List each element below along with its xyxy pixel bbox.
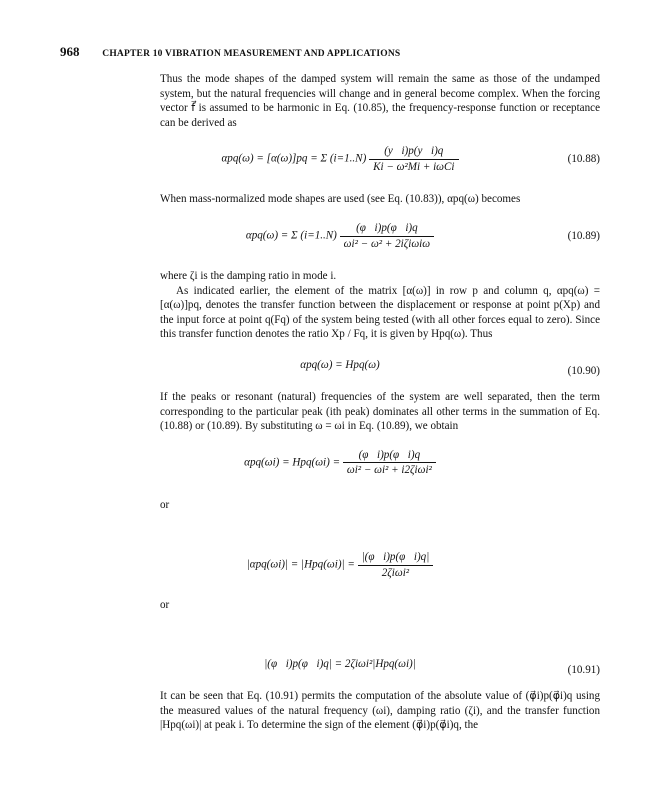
- equation-denominator: ωi² − ω² + 2iζiωiω: [343, 237, 431, 250]
- equation-numerator: (φ⃗i)p(φ⃗i)q: [343, 448, 436, 464]
- equation-numerator: (y⃗i)p(y⃗i)q: [369, 144, 458, 160]
- equation-fraction: [343, 448, 436, 478]
- equation-fraction: [369, 144, 458, 174]
- equation-number: (10.90): [567, 364, 600, 377]
- equation-text: |(φ⃗i)p(φ⃗i)q| = 2ζiωi²|Hpq(ωi)|: [264, 657, 416, 670]
- equation-10-90: [160, 348, 600, 384]
- page-header: [60, 44, 620, 60]
- equation-10-89: [160, 213, 600, 263]
- equation-denominator: Ki − ω²Mi + iωCi: [373, 160, 455, 173]
- equation-lhs: αpq(ω) = Σ (i=1..N): [245, 229, 337, 242]
- equation-10-88: [160, 136, 600, 186]
- equation-denominator: ωi² − ωi² + i2ζiωi²: [346, 464, 432, 477]
- paragraph-1: Thus the mode shapes of the damped system will remain the same as those of the undamped system, but the natural frequencies will change and in general become complex. When the forcing vector f⃗ is assumed to be harmonic in Eq. (10.85), the frequency-response function or receptance can be derived as: [160, 73, 600, 129]
- equation-lhs: αpq(ωi) = Hpq(ωi) =: [244, 456, 341, 469]
- equation-text: αpq(ω) = Hpq(ω): [300, 358, 380, 371]
- paragraph-3: where ζi is the damping ratio in mode i.: [160, 269, 337, 282]
- equation-lhs: αpq(ω) = [α(ω)]pq = Σ (i=1..N): [221, 153, 367, 166]
- page-number: 968: [60, 44, 80, 59]
- equation-fraction: [358, 550, 434, 580]
- paragraph-2: When mass-normalized mode shapes are used (see Eq. (10.83)), αpq(ω) becomes: [160, 193, 521, 206]
- equation-peak-magnitude: [160, 542, 600, 592]
- equation-numerator: (φ⃗i)p(φ⃗i)q: [340, 221, 434, 237]
- paragraph-4: As indicated earlier, the element of the matrix [α(ω)] in row p and column q, αpq(ω) = [α(ω)]pq, denotes the transfer function between the displacement or response at point p(Xp) and the input force at point q(Fq) of the system being tested (with all other forces equal to zero). Since this transfer function denotes the ratio Xp / Fq, it is given by Hpq(ω). Thus: [160, 284, 600, 341]
- equation-lhs: |αpq(ωi)| = |Hpq(ωi)| =: [246, 558, 355, 571]
- equation-number: (10.89): [567, 229, 600, 242]
- equation-fraction: [340, 221, 434, 251]
- equation-10-91: [160, 647, 600, 683]
- or-connector-1: or: [160, 498, 170, 511]
- paragraph-5: If the peaks or resonant (natural) frequencies of the system are well separated, then the term corresponding to the particular peak (ith peak) dominates all other terms in the summation of Eq. (10.88) or (10.89). By substituting ω = ωi in Eq. (10.89), we obtain: [160, 390, 600, 433]
- or-connector-2: or: [160, 599, 170, 612]
- equation-number: (10.88): [567, 153, 600, 166]
- equation-number: (10.91): [567, 663, 600, 676]
- equation-numerator: |(φ⃗i)p(φ⃗i)q|: [358, 550, 434, 566]
- paragraph-6: It can be seen that Eq. (10.91) permits the computation of the absolute value of (φ⃗i)p(φ⃗i)q using the measured values of the natural frequency (ωi), damping ratio (ζi), and the transfer function |Hpq(ωi)| at peak i. To determine the sign of the element (φ⃗i)p(φ⃗i)q, the: [160, 689, 600, 732]
- chapter-title: CHAPTER 10 VIBRATION MEASUREMENT AND APPLICATIONS: [102, 49, 401, 59]
- equation-denominator: 2ζiωi²: [381, 566, 410, 579]
- page-body: [160, 72, 600, 733]
- equation-peak-receptance: [160, 440, 600, 490]
